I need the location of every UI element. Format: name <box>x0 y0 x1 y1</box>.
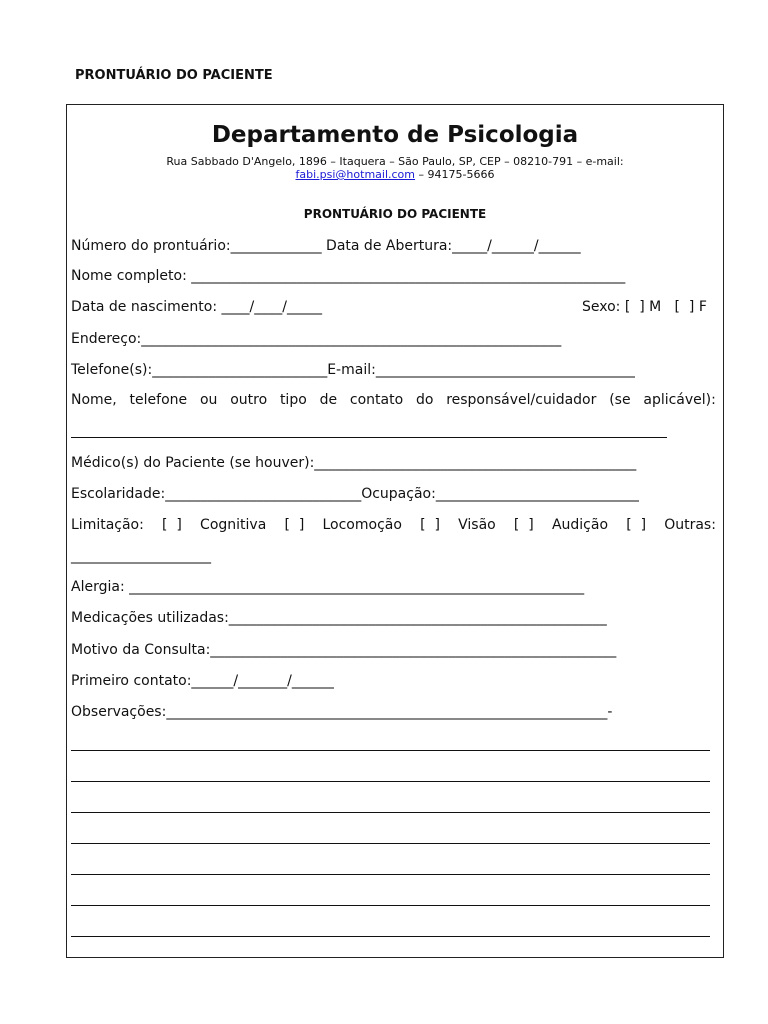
address-line: Rua Sabbado D'Angelo, 1896 – Itaquera – São Paulo, SP, CEP – 08210-791 – e-mail: <box>166 155 624 168</box>
responsavel-word: telefone <box>129 392 188 408</box>
field-data-nascimento[interactable]: Data de nascimento: ____/____/_____ <box>71 299 322 315</box>
form-frame <box>66 104 724 958</box>
limitacao-option: [ ] <box>626 517 647 533</box>
department-address <box>67 155 723 181</box>
observacoes-line[interactable] <box>71 874 710 875</box>
responsavel-word: (se <box>609 392 631 408</box>
phone-number: – 94175-5666 <box>415 168 495 181</box>
limitacao-option: [ ] <box>284 517 305 533</box>
responsavel-word: Nome, <box>71 392 117 408</box>
field-endereco[interactable]: Endereço:____________________________________________________________ <box>71 331 562 347</box>
email-link[interactable]: fabi.psi@hotmail.com <box>295 168 416 181</box>
responsavel-word: do <box>415 392 434 408</box>
limitacao-option: [ ] <box>162 517 182 533</box>
field-medico[interactable]: Médico(s) do Paciente (se houver):______________________________________________ <box>71 455 637 471</box>
responsavel-word: outro <box>230 392 268 408</box>
form-title: PRONTUÁRIO DO PACIENTE <box>303 207 487 221</box>
limitacao-option: Locomoção <box>322 517 402 533</box>
responsavel-word: ou <box>199 392 218 408</box>
field-escolaridade-ocupacao[interactable]: Escolaridade:____________________________Ocupação:_____________________________ <box>71 486 639 502</box>
limitacao-option: Cognitiva <box>200 517 267 533</box>
page-header-title: PRONTUÁRIO DO PACIENTE <box>75 68 273 83</box>
limitacao-option: Audição <box>551 517 609 533</box>
observacoes-line[interactable] <box>71 905 710 906</box>
field-responsavel-label <box>71 392 716 408</box>
responsavel-word: contato <box>349 392 404 408</box>
observacoes-line[interactable] <box>71 936 710 937</box>
observacoes-line[interactable] <box>71 750 710 751</box>
responsavel-word: de <box>319 392 338 408</box>
field-sexo[interactable]: Sexo: [ ] M [ ] F <box>582 299 707 315</box>
observacoes-line[interactable] <box>71 812 710 813</box>
field-motivo-consulta[interactable]: Motivo da Consulta:__________________________________________________________ <box>71 642 617 658</box>
field-observacoes[interactable]: Observações:_______________________________________________________________- <box>71 704 613 720</box>
responsavel-word: aplicável): <box>643 392 716 408</box>
observacoes-line[interactable] <box>71 843 710 844</box>
field-primeiro-contato[interactable]: Primeiro contato:______/_______/______ <box>71 673 334 689</box>
limitacao-option: Limitação: <box>71 517 144 533</box>
limitacao-option: [ ] <box>420 517 440 533</box>
field-telefone-email[interactable]: Telefone(s):_________________________E-mail:_____________________________________ <box>71 362 635 378</box>
field-limitacao-outras[interactable]: ____________________ <box>71 548 211 564</box>
field-limitacao[interactable] <box>71 517 716 533</box>
department-title: Departamento de Psicologia <box>211 122 579 148</box>
field-medicacoes[interactable]: Medicações utilizadas:______________________________________________________ <box>71 610 607 626</box>
observacoes-line[interactable] <box>71 781 710 782</box>
responsavel-word: responsável/cuidador <box>446 392 597 408</box>
limitacao-option: Outras: <box>664 517 716 533</box>
responsavel-word: tipo <box>279 392 307 408</box>
limitacao-option: Visão <box>458 517 496 533</box>
field-nome-completo[interactable]: Nome completo: ______________________________________________________________ <box>71 268 626 284</box>
field-numero-prontuario[interactable]: Número do prontuário:_____________ Data de Abertura:_____/______/______ <box>71 238 581 254</box>
field-responsavel-line[interactable] <box>71 437 667 438</box>
limitacao-option: [ ] <box>513 517 534 533</box>
field-alergia[interactable]: Alergia: _________________________________________________________________ <box>71 579 585 595</box>
